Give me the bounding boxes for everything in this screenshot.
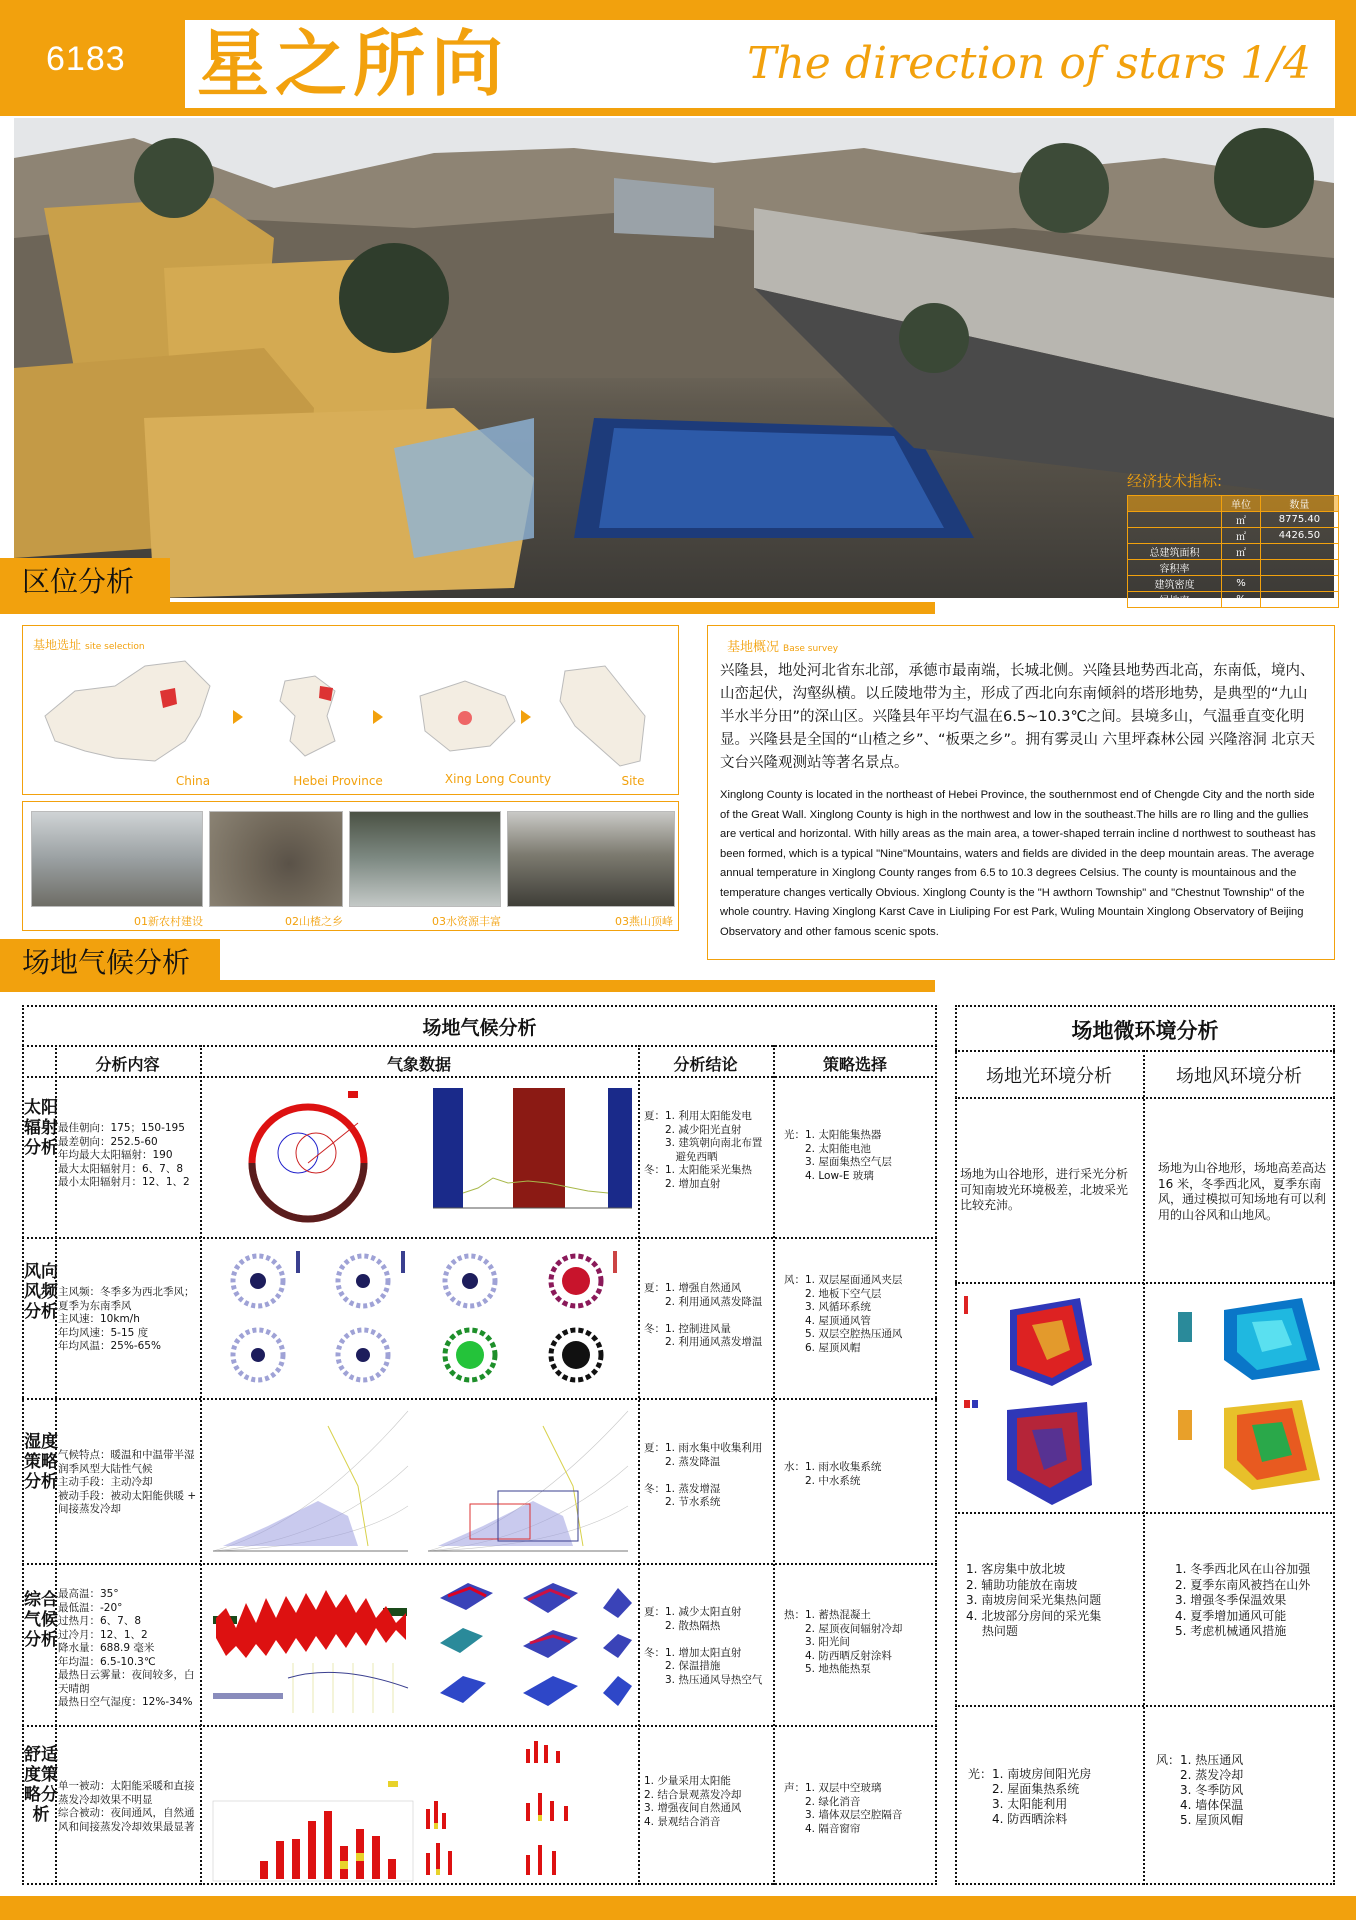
photo-caption: 01新农村建设 [134,915,203,928]
base-survey-label-cn: 基地概况 [727,640,780,655]
micro-env-title: 场地微环境分析 [1071,1019,1219,1043]
section-title-location: 区位分析 [0,558,170,606]
xinglong-site-dot [458,711,472,725]
arrow-icon [233,710,243,724]
divider [1143,1050,1145,1885]
photo-hawthorn [209,811,343,907]
row-head-comfort: 舒适度策略分析 [24,1745,58,1825]
economic-indicators-table [1127,470,1339,608]
divider [22,1398,937,1400]
wind-env-title: 场地风环境分析 [1176,1066,1302,1087]
table-row [1128,544,1339,560]
base-survey-label-en: Base survey [783,644,839,654]
wind-simulation-diagrams [1152,1290,1330,1506]
row-strategy-humidity: 水：1. 雨水收集系统 2. 中水系统 [784,1461,882,1487]
base-survey-text-en: Xinglong County is located in the northeast of Hebei Province, the southernmost end of Chengde City and the north side of the Great Wall. Xinglong County is high in the northwest and low in the southeast.The hills are ro lling and the gullies are vertical and horizontal. With hilly areas as the main area, a tower-shaped terrain incline d northwest to southeast has been formed, which is a typical "Nine"Mountains, waters and fields are divided in the deep mountain areas. The average annual temperature in Xinglong County ranges from 6.5 to 10.3 degrees Celsius. The county is mountainous and the temperature changes vertically Obvious. Xinglong County is the "H awthorn Township" and "Chestnut Township" of the whole country. Having Xinglong Karst Cave in Liuliping For est Park, Wuling Mountain Xinglong Observatory of Beijing Observatory and other famous scenic spots. [720,789,1316,938]
indicator-cell [1222,560,1261,576]
row-head-humidity: 湿度策略分析 [24,1432,58,1492]
photo-water [349,811,501,907]
photo-yanshan-peak [507,811,675,907]
psychrometric-charts [208,1406,632,1558]
table-row [1128,592,1339,608]
divider [200,1045,202,1885]
arrow-icon [373,710,383,724]
col-header-content: 分析内容 [95,1055,160,1074]
psychrometric-diagrams [208,1406,632,1558]
title-box [185,20,1335,108]
row-strategy-solar: 光：1. 太阳能集热器 2. 太阳能电池 3. 屋面集热空气层 4. Low-E 玻璃 [784,1129,892,1182]
solar-charts [208,1083,632,1231]
divider [22,1237,937,1239]
divider [22,1725,937,1727]
row-head-solar: 太阳辐射分析 [24,1098,58,1158]
divider [773,1045,775,1885]
photo-caption: 03水资源丰富 [432,915,501,928]
row-content-humidity: 气候特点：暖温和中温带半湿 润季风型大陆性气候 主动手段：主动冷却 被动手段：被动太阳能供暖 + 间接蒸发冷却 [58,1449,197,1515]
divider [955,1512,1335,1514]
wind-env-desc: 场地为山谷地形，场地高差高达 16 米，冬季西北风，夏季东南风，通过模拟可知场地有可以利用的山谷风和山地风。 [1158,1161,1327,1222]
climate-table-title: 场地气候分析 [422,1017,537,1039]
economic-indicators-title: 经济技术指标: [1127,472,1223,490]
indicator-cell: 总建筑面积 [1128,544,1222,560]
indicator-cell [1260,576,1338,592]
row-head-wind: 风向风频分析 [24,1262,58,1322]
comprehensive-climate-diagrams [208,1568,632,1720]
divider [22,1076,937,1078]
map-caption-xinglong: Xing Long County [444,772,552,786]
indicator-cell [1260,592,1338,608]
row-strategy-comprehensive: 热：1. 蓄热混凝土 2. 屋顶夜间辐射冷却 3. 阳光间 4. 防西晒反射涂料 5. 地热能热泵 [784,1609,903,1675]
col-header-data: 气象数据 [386,1055,451,1074]
comfort-charts [208,1731,632,1883]
comprehensive-charts [208,1568,632,1720]
wind-conclusions: 1. 冬季西北风在山谷加强 2. 夏季东南风被挡在山外 3. 增强冬季保温效果 4. 夏季增加通风可能 5. 考虑机械通风措施 [1175,1562,1311,1638]
bottom-bar [0,1896,1356,1920]
divider [955,1282,1335,1284]
indicator-header-cell: 数量 [1260,496,1338,512]
indicators-table [1127,495,1339,608]
map-caption-hebei: Hebei Province [293,774,383,788]
divider [638,1045,640,1885]
indicator-cell [1128,528,1222,544]
base-survey-label [727,636,838,655]
indicator-cell [1128,512,1222,528]
indicator-header-cell [1128,496,1222,512]
indicator-cell: 4426.50 [1260,528,1338,544]
comfort-bar-diagrams [208,1731,632,1883]
indicator-cell: 8775.40 [1260,512,1338,528]
row-conclusion-comfort: 1. 少量采用太阳能 2. 结合景观蒸发冷却 3. 增强夜间自然通风 4. 景观结合消音 [644,1775,742,1828]
row-head-comprehensive: 综合气候分析 [24,1590,58,1650]
light-env-title: 场地光环境分析 [986,1066,1112,1087]
solar-radiation-diagrams [208,1083,632,1231]
indicator-cell: % [1222,576,1261,592]
indicator-cell: 容积率 [1128,560,1222,576]
row-strategy-wind: 风：1. 双层屋面通风夹层 2. 地板下空气层 3. 风循环系统 4. 屋顶通风管 5. 双层空腔热压通风 6. 屋顶风帽 [784,1274,903,1354]
divider [22,1563,937,1565]
photo-caption: 03燕山顶峰 [615,915,673,928]
section-bar-climate [0,980,935,992]
divider [955,1097,1335,1099]
row-content-comfort: 单一被动：太阳能采暖和直接 蒸发冷却效果不明显 综合被动：夜间通风，自然通 风和间接蒸发冷却效果最显著 [58,1780,195,1833]
photo-caption: 02山楂之乡 [285,915,343,928]
site-selection-label-cn: 基地选址 [33,638,82,652]
table-row [1128,512,1339,528]
indicator-cell [1260,544,1338,560]
title-en: The direction of stars 1/4 [747,38,1311,89]
divider [955,1705,1335,1707]
row-strategy-comfort: 声：1. 双层中空玻璃 2. 绿化消音 3. 墙体双层空腔隔音 4. 隔音窗帘 [784,1782,903,1835]
map-caption-china: China [175,774,211,788]
indicator-cell: ㎡ [1222,512,1261,528]
photo-new-village [31,811,203,907]
light-env-desc: 场地为山谷地形，进行采光分析可知南坡光环境极差，北坡采光比较充沛。 [960,1167,1129,1212]
section-bar-location [0,602,935,614]
table-row [1128,528,1339,544]
project-number: 6183 [46,40,126,78]
location-maps [35,646,675,786]
photos-panel [22,801,679,931]
hero-rendering [14,118,1334,607]
light-simulation-diagrams [962,1290,1138,1506]
china-map [45,661,210,761]
row-content-comprehensive: 最高温：35° 最低温：-20° 过热月：6、7、8 过冷月：12、1、2 降水量：688.9 毫米 年均温：6.5-10.3℃ 最热日云雾量：夜间较多，白 天晴朗 最热日空气湿度：12%-34% [58,1588,195,1708]
wind-rose-diagrams [208,1243,632,1393]
row-conclusion-solar: 夏：1. 利用太阳能发电 2. 减少阳光直射 3. 建筑朝向南北布置 避免西晒 冬：1. 太阳能采光集热 2. 增加直射 [644,1110,763,1190]
light-conclusions: 1. 客房集中放北坡 2. 辅助功能放在南坡 3. 南坡房间采光集热问题 4. 北坡部分房间的采光集 热问题 [966,1562,1102,1638]
arrow-icon [521,710,531,724]
indicator-cell: ㎡ [1222,544,1261,560]
base-survey-text-cn: 兴隆县，地处河北省东北部，承德市最南端，长城北侧。兴隆县地势西北高，东南低，境内、山峦起伏，沟壑纵横。以丘陵地带为主，形成了西北向东南倾斜的塔形地势，是典型的“九山半水半分田”的深山区。兴隆县年平均气温在6.5~10.3℃之间。县境多山，气温垂直变化明显。兴隆县是全国的“山楂之乡”、“板栗之乡”。拥有雾灵山 六里坪森林公园 兴隆溶洞 北京天文台兴隆观测站等著名景点。 [720,663,1315,771]
col-header-strategy: 策略选择 [822,1055,887,1074]
light-simulation-maps [962,1290,1138,1506]
site-map [560,666,645,766]
title-cn: 星之所向 [197,22,510,106]
wind-strategy: 风：1. 热压通风 2. 蒸发冷却 3. 冬季防风 4. 墙体保温 5. 屋顶风帽 [1156,1753,1244,1827]
indicator-cell: 建筑密度 [1128,576,1222,592]
divider [22,1045,937,1047]
table-row [1128,576,1339,592]
divider [955,1050,1335,1052]
row-content-wind: 主风频：冬季多为西北季风； 夏季为东南季风 主风速：10km/h 年均风速：5-15 度 年均风温：25%-65% [58,1286,195,1352]
site-selection-panel [22,625,679,795]
3d-surface-plots [440,1583,632,1706]
indicator-cell [1260,560,1338,576]
table-row [1128,560,1339,576]
row-conclusion-comprehensive: 夏：1. 减少太阳直射 2. 散热隔热 冬：1. 增加太阳直射 2. 保温措施 3. 热压通风导热空气 [644,1606,763,1686]
col-header-conclusion: 分析结论 [673,1055,738,1074]
section-title-climate: 场地气候分析 [0,939,220,987]
row-conclusion-wind: 夏：1. 增强自然通风 2. 利用通风蒸发降温 冬：1. 控制进风量 2. 利用通风蒸发增温 [644,1282,763,1348]
map-caption-site: Site [621,774,645,788]
indicator-cell: 绿地率 [1128,592,1222,608]
indicator-cell: ㎡ [1222,528,1261,544]
indicator-cell: % [1222,592,1261,608]
light-strategy: 光：1. 南坡房间阳光房 2. 屋面集热系统 3. 太阳能利用 4. 防西晒涂料 [968,1767,1092,1826]
site-selection-label-en: site selection [85,642,145,652]
wind-simulation-maps [1152,1290,1330,1506]
indicator-header-cell: 单位 [1222,496,1261,512]
row-conclusion-humidity: 夏：1. 雨水集中收集利用 2. 蒸发降温 冬：1. 蒸发增湿 2. 节水系统 [644,1442,763,1508]
row-content-solar: 最佳朝向：175；150-195 最差朝向：252.5-60 年均最大太阳辐射：190 最大太阳辐射月：6、7、8 最小太阳辐射月：12、1、2 [58,1122,190,1188]
wind-rose-charts [208,1243,632,1393]
